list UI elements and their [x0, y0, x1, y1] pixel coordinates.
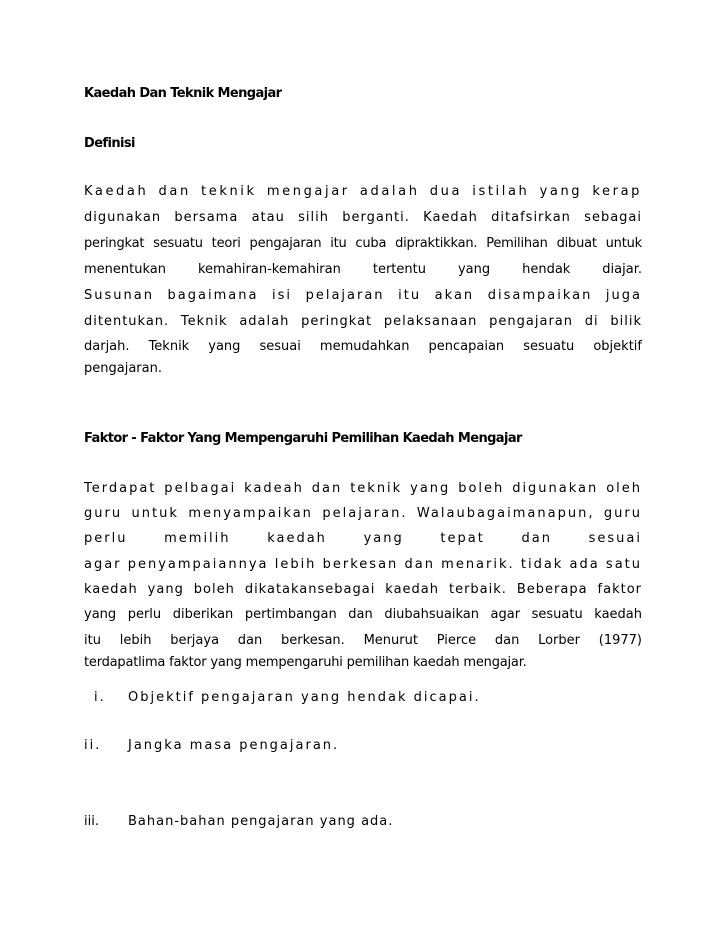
paragraph-line: perlu memilih kaedah yang tepat dan sesuai: [84, 531, 642, 546]
list-text: Objektif pengajaran yang hendak dicapai.: [128, 690, 481, 705]
list-number: ii.: [84, 738, 102, 753]
paragraph-line: peringkat sesuatu teori pengajaran itu cuba dipraktikkan. Pemilihan dibuat untuk: [84, 236, 642, 251]
paragraph-line: terdapatlima faktor yang mempengaruhi pemilihan kaedah mengajar.: [84, 655, 527, 670]
list-number: i.: [94, 690, 106, 705]
paragraph-line: pengajaran.: [84, 361, 162, 376]
paragraph-line: Terdapat pelbagai kadeah dan teknik yang boleh digunakan oleh: [84, 481, 642, 496]
paragraph-line: ditentukan. Teknik adalah peringkat pelaksanaan pengajaran di bilik: [84, 314, 642, 329]
paragraph-line: itu lebih berjaya dan berkesan. Menurut Pierce dan Lorber (1977): [84, 633, 642, 648]
list-number: iii.: [84, 814, 99, 829]
paragraph-line: guru untuk menyampaikan pelajaran. Walaubagaimanapun, guru: [84, 506, 642, 521]
list-text: Bahan-bahan pengajaran yang ada.: [128, 814, 394, 829]
paragraph-line: Susunan bagaimana isi pelajaran itu akan disampaikan juga: [84, 288, 642, 303]
paragraph-line: menentukan kemahiran-kemahiran tertentu yang hendak diajar.: [84, 262, 642, 277]
section-heading-definisi: Definisi: [84, 136, 135, 151]
document-title: Kaedah Dan Teknik Mengajar: [84, 86, 282, 101]
section-heading-faktor: Faktor - Faktor Yang Mempengaruhi Pemilihan Kaedah Mengajar: [84, 431, 522, 446]
paragraph-line: darjah. Teknik yang sesuai memudahkan pencapaian sesuatu objektif: [84, 339, 642, 354]
paragraph-line: Kaedah dan teknik mengajar adalah dua istilah yang kerap: [84, 184, 642, 199]
paragraph-line: digunakan bersama atau silih berganti. Kaedah ditafsirkan sebagai: [84, 210, 642, 225]
list-text: Jangka masa pengajaran.: [128, 738, 340, 753]
paragraph-line: agar penyampaiannya lebih berkesan dan menarik. tidak ada satu: [84, 557, 642, 572]
paragraph-line: yang perlu diberikan pertimbangan dan diubahsuaikan agar sesuatu kaedah: [84, 607, 642, 622]
paragraph-line: kaedah yang boleh dikatakansebagai kaedah terbaik. Beberapa faktor: [84, 582, 642, 597]
